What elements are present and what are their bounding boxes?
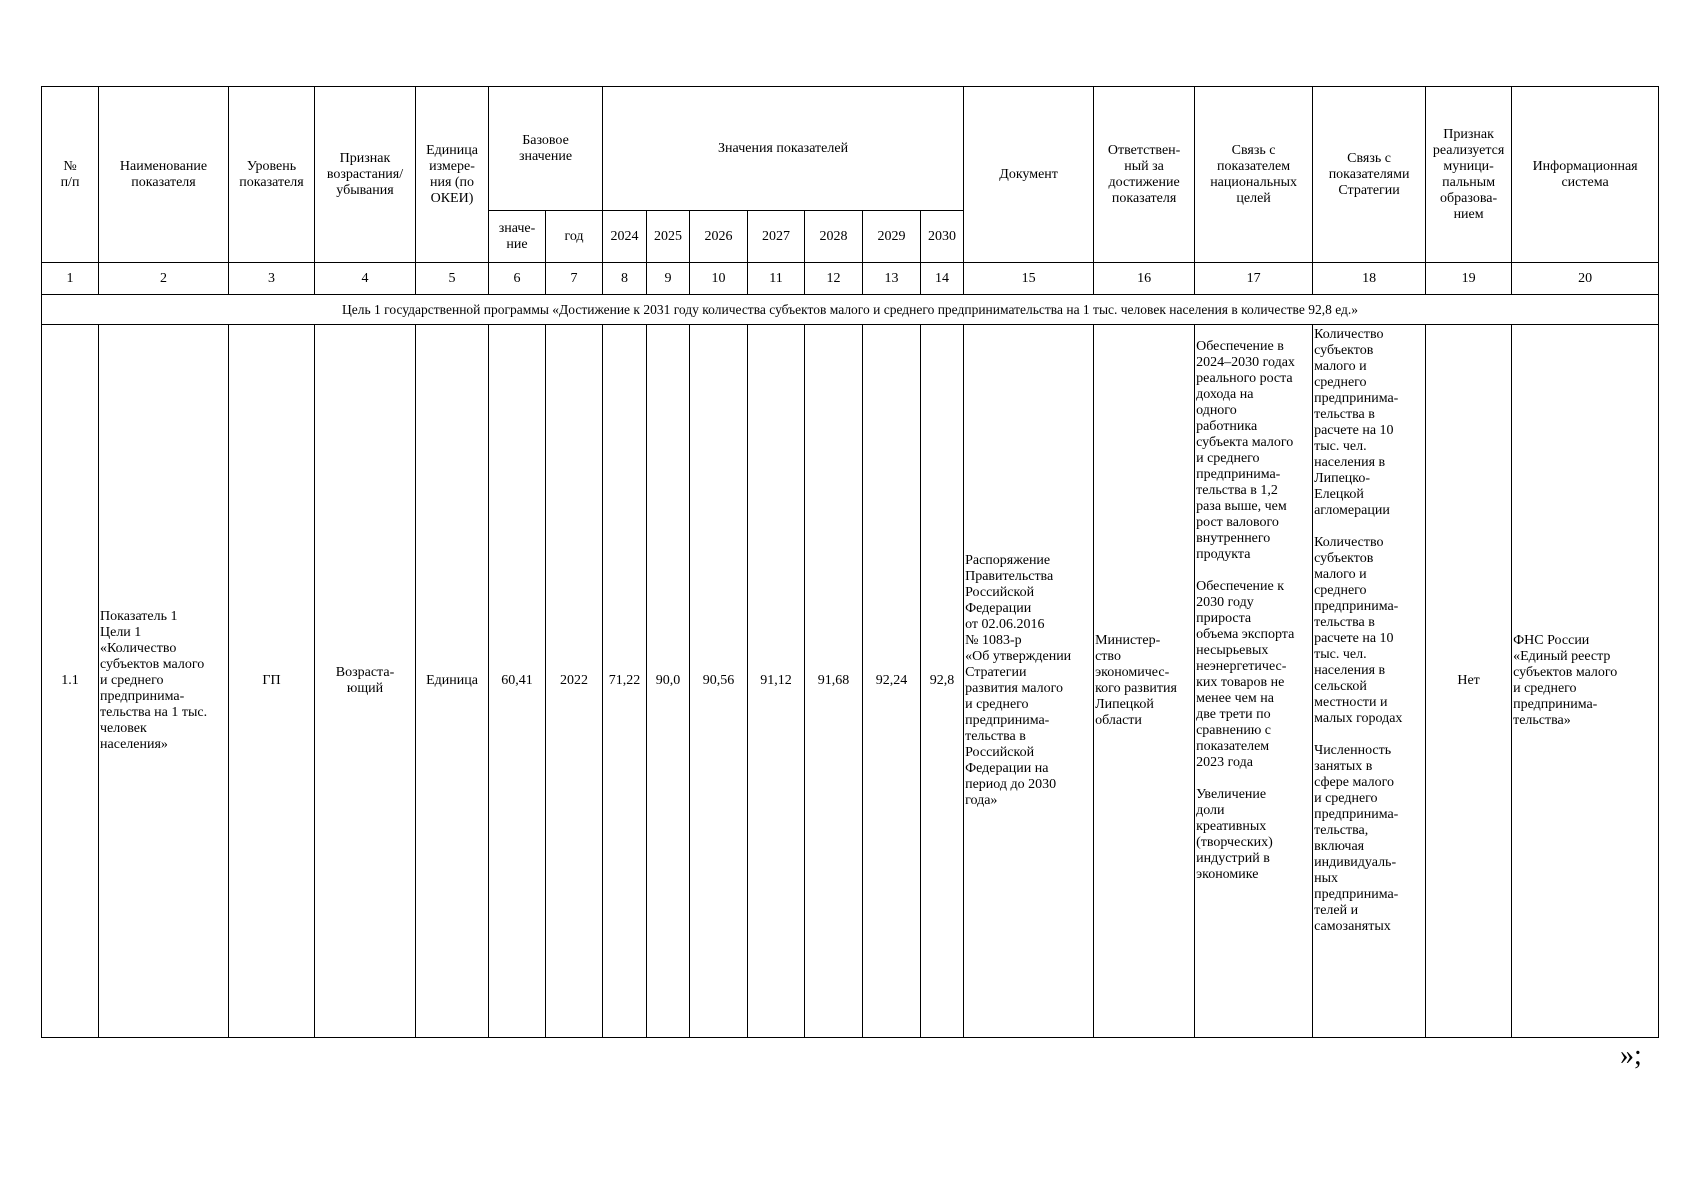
row-national-goals: Обеспечение в 2024–2030 годах реального роста дохода на одного работника субъекта малого и среднего предпринима- тельства в 1,2 раза выше, чем рост валового внутреннего продукта Обеспечение к 2030 году прироста объема экспорта несырьевых неэнергетичес- ких товаров не менее чем на две трети по сравнению с показателем 2023 года Увеличение доли креативных (творческих) индустрий в экономике (1195, 325, 1313, 1038)
row-base-year: 2022 (546, 325, 603, 1038)
row-municipal: Нет (1426, 325, 1512, 1038)
row-value-2027: 91,12 (748, 325, 805, 1038)
row-no: 1.1 (42, 325, 99, 1038)
header-unit: Единица измере- ния (по ОКЕИ) (416, 87, 489, 263)
column-number: 5 (416, 263, 489, 295)
header-row-1 (42, 87, 1659, 211)
row-strategy-links: Количество субъектов малого и среднего предпринима- тельства в расчете на 10 тыс. чел. населения в Липецко- Елецкой агломерации Количество субъектов малого и среднего предпринима- тельства в расчете на 10 тыс. чел. населения в сельской местности и малых городах Численность занятых в сфере малого и среднего предпринима- тельства, включая индивидуаль- ных предпринима- телей и самозанятых (1313, 325, 1426, 1038)
closing-quote-mark: »; (1620, 1040, 1642, 1071)
row-document: Распоряжение Правительства Российской Федерации от 02.06.2016 № 1083-р «Об утверждении Стратегии развития малого и среднего предпринима- тельства в Российской Федерации на период до 2030 года» (964, 325, 1094, 1038)
header-year-2024: 2024 (603, 211, 647, 263)
column-number: 19 (1426, 263, 1512, 295)
column-number: 9 (647, 263, 690, 295)
column-number: 2 (99, 263, 229, 295)
indicators-table (41, 86, 1659, 1038)
header-values: Значения показателей (603, 87, 964, 211)
header-strategy: Связь с показателями Стратегии (1313, 87, 1426, 263)
row-value-2028: 91,68 (805, 325, 863, 1038)
column-number: 17 (1195, 263, 1313, 295)
header-infosystem: Информационная система (1512, 87, 1659, 263)
header-responsible: Ответствен- ный за достижение показателя (1094, 87, 1195, 263)
header-level: Уровень показателя (229, 87, 315, 263)
row-value-2026: 90,56 (690, 325, 748, 1038)
column-number: 18 (1313, 263, 1426, 295)
header-name: Наименование показателя (99, 87, 229, 263)
header-document: Документ (964, 87, 1094, 263)
column-number: 13 (863, 263, 921, 295)
header-year-2027: 2027 (748, 211, 805, 263)
column-number: 6 (489, 263, 546, 295)
column-number: 14 (921, 263, 964, 295)
row-responsible: Министер- ство экономичес- кого развития Липецкой области (1094, 325, 1195, 1038)
column-number: 1 (42, 263, 99, 295)
header-base-year: год (546, 211, 603, 263)
column-number: 4 (315, 263, 416, 295)
header-national: Связь с показателем национальных целей (1195, 87, 1313, 263)
header-year-2026: 2026 (690, 211, 748, 263)
row-infosystem: ФНС России «Единый реестр субъектов малого и среднего предпринима- тельства» (1512, 325, 1659, 1038)
table-row (42, 325, 1659, 1038)
row-value-2029: 92,24 (863, 325, 921, 1038)
goal-row (42, 295, 1659, 325)
header-year-2030: 2030 (921, 211, 964, 263)
header-base-value: значе- ние (489, 211, 546, 263)
header-sign: Признак возрастания/ убывания (315, 87, 416, 263)
column-number: 3 (229, 263, 315, 295)
row-level: ГП (229, 325, 315, 1038)
row-value-2024: 71,22 (603, 325, 647, 1038)
header-year-2028: 2028 (805, 211, 863, 263)
column-number: 16 (1094, 263, 1195, 295)
column-number: 11 (748, 263, 805, 295)
row-unit: Единица (416, 325, 489, 1038)
goal-text: Цель 1 государственной программы «Достижение к 2031 году количества субъектов малого и среднего предпринимательства на 1 тыс. человек населения в количестве 92,8 ед.» (42, 295, 1659, 325)
row-base-value: 60,41 (489, 325, 546, 1038)
column-number: 8 (603, 263, 647, 295)
header-base: Базовое значение (489, 87, 603, 211)
header-municipal: Признак реализуется муници- пальным образова- нием (1426, 87, 1512, 263)
column-number: 7 (546, 263, 603, 295)
header-year-2029: 2029 (863, 211, 921, 263)
column-number: 15 (964, 263, 1094, 295)
header-no: № п/п (42, 87, 99, 263)
row-name: Показатель 1 Цели 1 «Количество субъектов малого и среднего предпринима- тельства на 1 тыс. человек населения» (99, 325, 229, 1038)
column-number: 12 (805, 263, 863, 295)
header-year-2025: 2025 (647, 211, 690, 263)
row-value-2025: 90,0 (647, 325, 690, 1038)
row-value-2030: 92,8 (921, 325, 964, 1038)
column-number: 20 (1512, 263, 1659, 295)
column-numbers-row (42, 263, 1659, 295)
row-sign: Возраста- ющий (315, 325, 416, 1038)
column-number: 10 (690, 263, 748, 295)
